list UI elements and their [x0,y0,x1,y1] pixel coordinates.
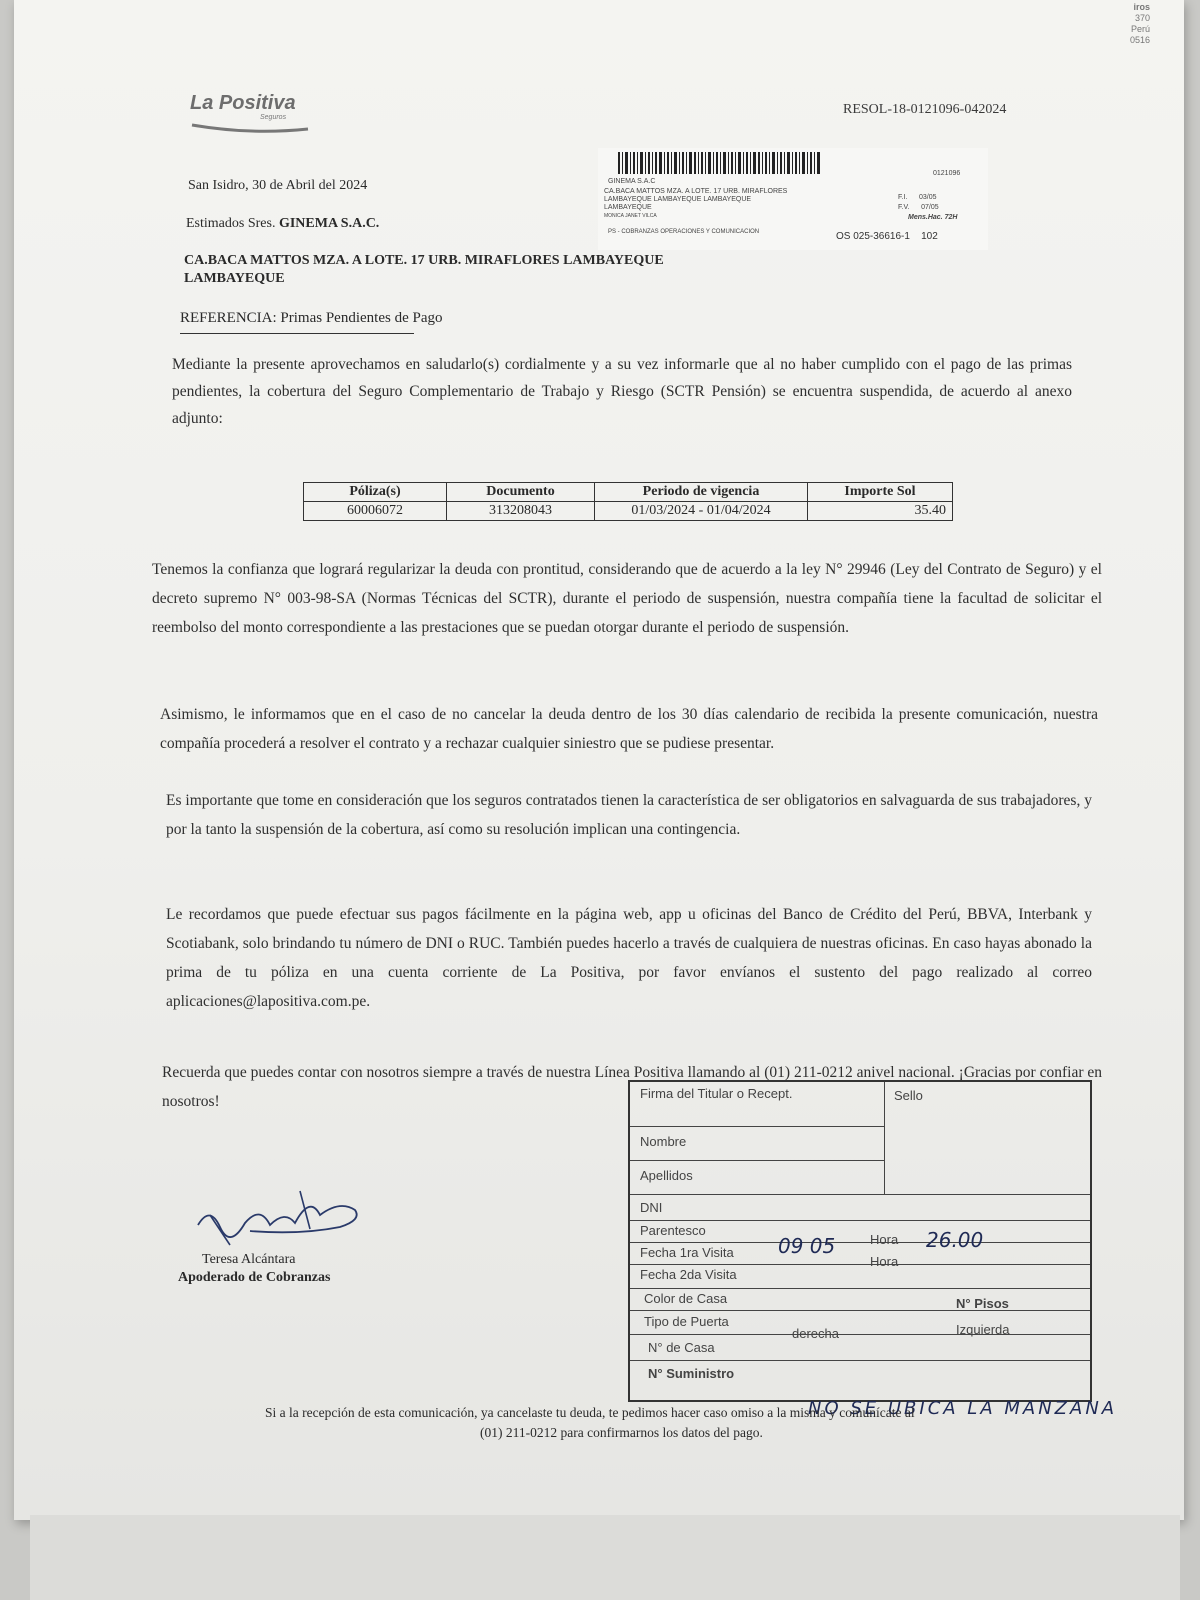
form-row-line [630,1126,884,1127]
form-label-dni: DNI [640,1200,663,1215]
barcode-icon [618,152,828,174]
corner-note-line: 0516 [1130,35,1151,45]
label-fi-value: 03/05 [919,194,937,201]
corner-note-line: Perú [1131,24,1151,34]
footer-line2: (01) 211-0212 para confirmarnos los datos del pago. [480,1425,763,1440]
form-row-line [630,1310,1090,1311]
table-header: Documento [447,483,595,502]
paragraph-payment: Le recordamos que puede efectuar sus pagos fácilmente en la página web, app u oficinas del Banco de Crédito del Perú, BBVA, Interbank y Scotiabank, solo brindando tu número de DNI o RUC. También puedes hacerlo a través de cualquiera de nuestras oficinas. En caso hayas abonado la prima de tu póliza en una cuenta corriente de La Positiva, por favor envíanos el sustento del pago realizado al correo aplicaciones@lapositiva.com.pe. [166,906,1092,1010]
label-fv [898,204,939,212]
table-cell: 60006072 [304,502,447,521]
form-visit-time: 26.00 [926,1228,984,1252]
label-fv-key: F.V. [898,204,910,211]
form-label-nombre: Nombre [640,1134,687,1149]
form-label-izquierda: Izquierda [956,1322,1010,1337]
under-page [30,1515,1180,1600]
form-row-line [630,1220,1090,1221]
label-os-num: 102 [921,231,938,242]
label-line2: LAMBAYEQUE LAMBAYEQUE LAMBAYEQUE [604,196,752,203]
form-label-fecha1: Fecha 1ra Visita [640,1245,734,1260]
form-label-firma: Firma del Titular o Recept. [640,1086,793,1101]
label-line3: LAMBAYEQUE [604,204,652,211]
paragraph-intro: Mediante la presente aprovechamos en saludarlo(s) cordialmente y a su vez informarle que al no haber cumplido con el pago de las primas pendientes, la cobertura del Seguro Complementario de Trabajo y Riesgo (SCTR Pensión) se encuentra suspendida, de acuerdo al anexo adjunto: [172,356,1072,427]
label-line4: MONICA JANET VILCA [604,213,657,219]
form-label-sello: Sello [894,1088,923,1103]
table-cell: 35.40 [808,502,953,521]
form-label-pisos: N° Pisos [956,1296,1009,1311]
handwritten-note: NO SE UBICA LA MANZANA [808,1398,1118,1419]
label-note: Mens.Hac. 72H [908,214,958,221]
form-label-suministro: N° Suministro [648,1366,735,1381]
form-row-line [630,1334,1090,1335]
table-header: Periodo de vigencia [595,483,808,502]
reference-line: REFERENCIA: Primas Pendientes de Pago [180,310,414,334]
form-label-derecha: derecha [792,1326,839,1341]
form-label-fecha2: Fecha 2da Visita [640,1267,737,1282]
paragraph-importance: Es importante que tome en consideración que los seguros contratados tienen la característica de ser obligatorios en salvaguarda de sus trabajadores, y por la tanto la suspensión de la cobertura, así como su resolución implican una contingencia. [166,792,1092,838]
table-header: Importe Sol [808,483,953,502]
label-fi-key: F.I. [898,194,908,201]
footer-line1: Si a la recepción de esta comunicación, ya cancelaste tu deuda, te pedimos hacer caso omiso a la misma y comunícate al [265,1405,915,1420]
greeting [186,216,379,232]
visit-stamp-form [628,1080,1092,1402]
form-label-puerta: Tipo de Puerta [644,1314,729,1329]
table-header-row [304,483,953,502]
form-row-line [630,1288,1090,1289]
address-label [598,148,988,250]
form-label-hora2: Hora [870,1254,899,1269]
company-logo [190,92,315,137]
recipient-address [184,252,664,288]
form-row-line [630,1360,1090,1361]
form-label-apellidos: Apellidos [640,1168,693,1183]
signatory-title: Apoderado de Cobranzas [178,1270,331,1285]
paragraph-resolution: Asimismo, le informamos que en el caso de no cancelar la deuda dentro de los 30 días calendario de recibida la presente comunicación, nuestra compañía procederá a resolver el contrato y a rechazar cualquier siniestro que se pudiese presentar. [160,706,1098,752]
label-os-code: OS 025-36616-1 [836,231,910,242]
form-row-line [630,1264,1090,1265]
paragraph-contact: Recuerda que puedes contar con nosotros siempre a través de nuestra Línea Positiva llamando al (01) 211-0212 anivel nacional. ¡Gracias por confiar en nosotros! [162,1064,1102,1110]
form-row-line [630,1160,884,1161]
label-line1: CA.BACA MATTOS MZA. A LOTE. 17 URB. MIRAFLORES [604,188,788,195]
label-code-top: 0121096 [933,170,961,177]
corner-note-line: 370 [1135,13,1151,23]
form-label-parentesco: Parentesco [640,1223,706,1238]
label-company: GINEMA S.A.C [608,178,656,185]
paragraph-legal: Tenemos la confianza que logrará regularizar la deuda con prontitud, considerando que de acuerdo a la ley N° 29946 (Ley del Contrato de Seguro) y el decreto supremo N° 003-98-SA (Normas Técnicas del SCTR), durante el periodo de suspensión, nuestra compañía tiene la facultad de solicitar el reembolso del monto correspondiente a las prestaciones que se puedan otorgar durante el periodo de suspensión. [152,561,1102,636]
logo-name: La Positiva [190,92,296,114]
table-header: Póliza(s) [304,483,447,502]
label-os [836,231,938,242]
signatory-name: Teresa Alcántara [202,1252,296,1267]
form-row-line [630,1242,1090,1243]
signature-scribble-icon [190,1185,370,1255]
label-line5: PS - COBRANZAS OPERACIONES Y COMUNICACION [608,229,760,235]
form-row-line [630,1194,1090,1195]
reference-code: RESOL-18-0121096-042024 [843,102,1007,117]
address-line1: CA.BACA MATTOS MZA. A LOTE. 17 URB. MIRAFLORES LAMBAYEQUE [184,253,664,268]
form-label-casa: N° de Casa [648,1340,715,1355]
form-label-color: Color de Casa [644,1291,728,1306]
form-label-hora: Hora [870,1232,899,1247]
label-fi [898,194,937,202]
logo-swoosh-icon [190,119,315,135]
address-line2: LAMBAYEQUE [184,271,285,286]
table-row [304,502,953,521]
form-divider-vertical [884,1082,885,1194]
letter-date: San Isidro, 30 de Abril del 2024 [188,178,368,193]
table-cell: 313208043 [447,502,595,521]
logo-sub: Seguros [260,114,287,121]
greeting-name: GINEMA S.A.C. [278,216,380,231]
label-fv-value: 07/05 [921,204,939,211]
corner-note-line: iros [1133,2,1151,12]
greeting-prefix: Estimados Sres. [186,216,276,231]
policy-table [303,482,953,521]
form-visit-date: 09 05 [778,1234,836,1258]
table-cell: 01/03/2024 - 01/04/2024 [595,502,808,521]
corner-note [1130,2,1150,46]
